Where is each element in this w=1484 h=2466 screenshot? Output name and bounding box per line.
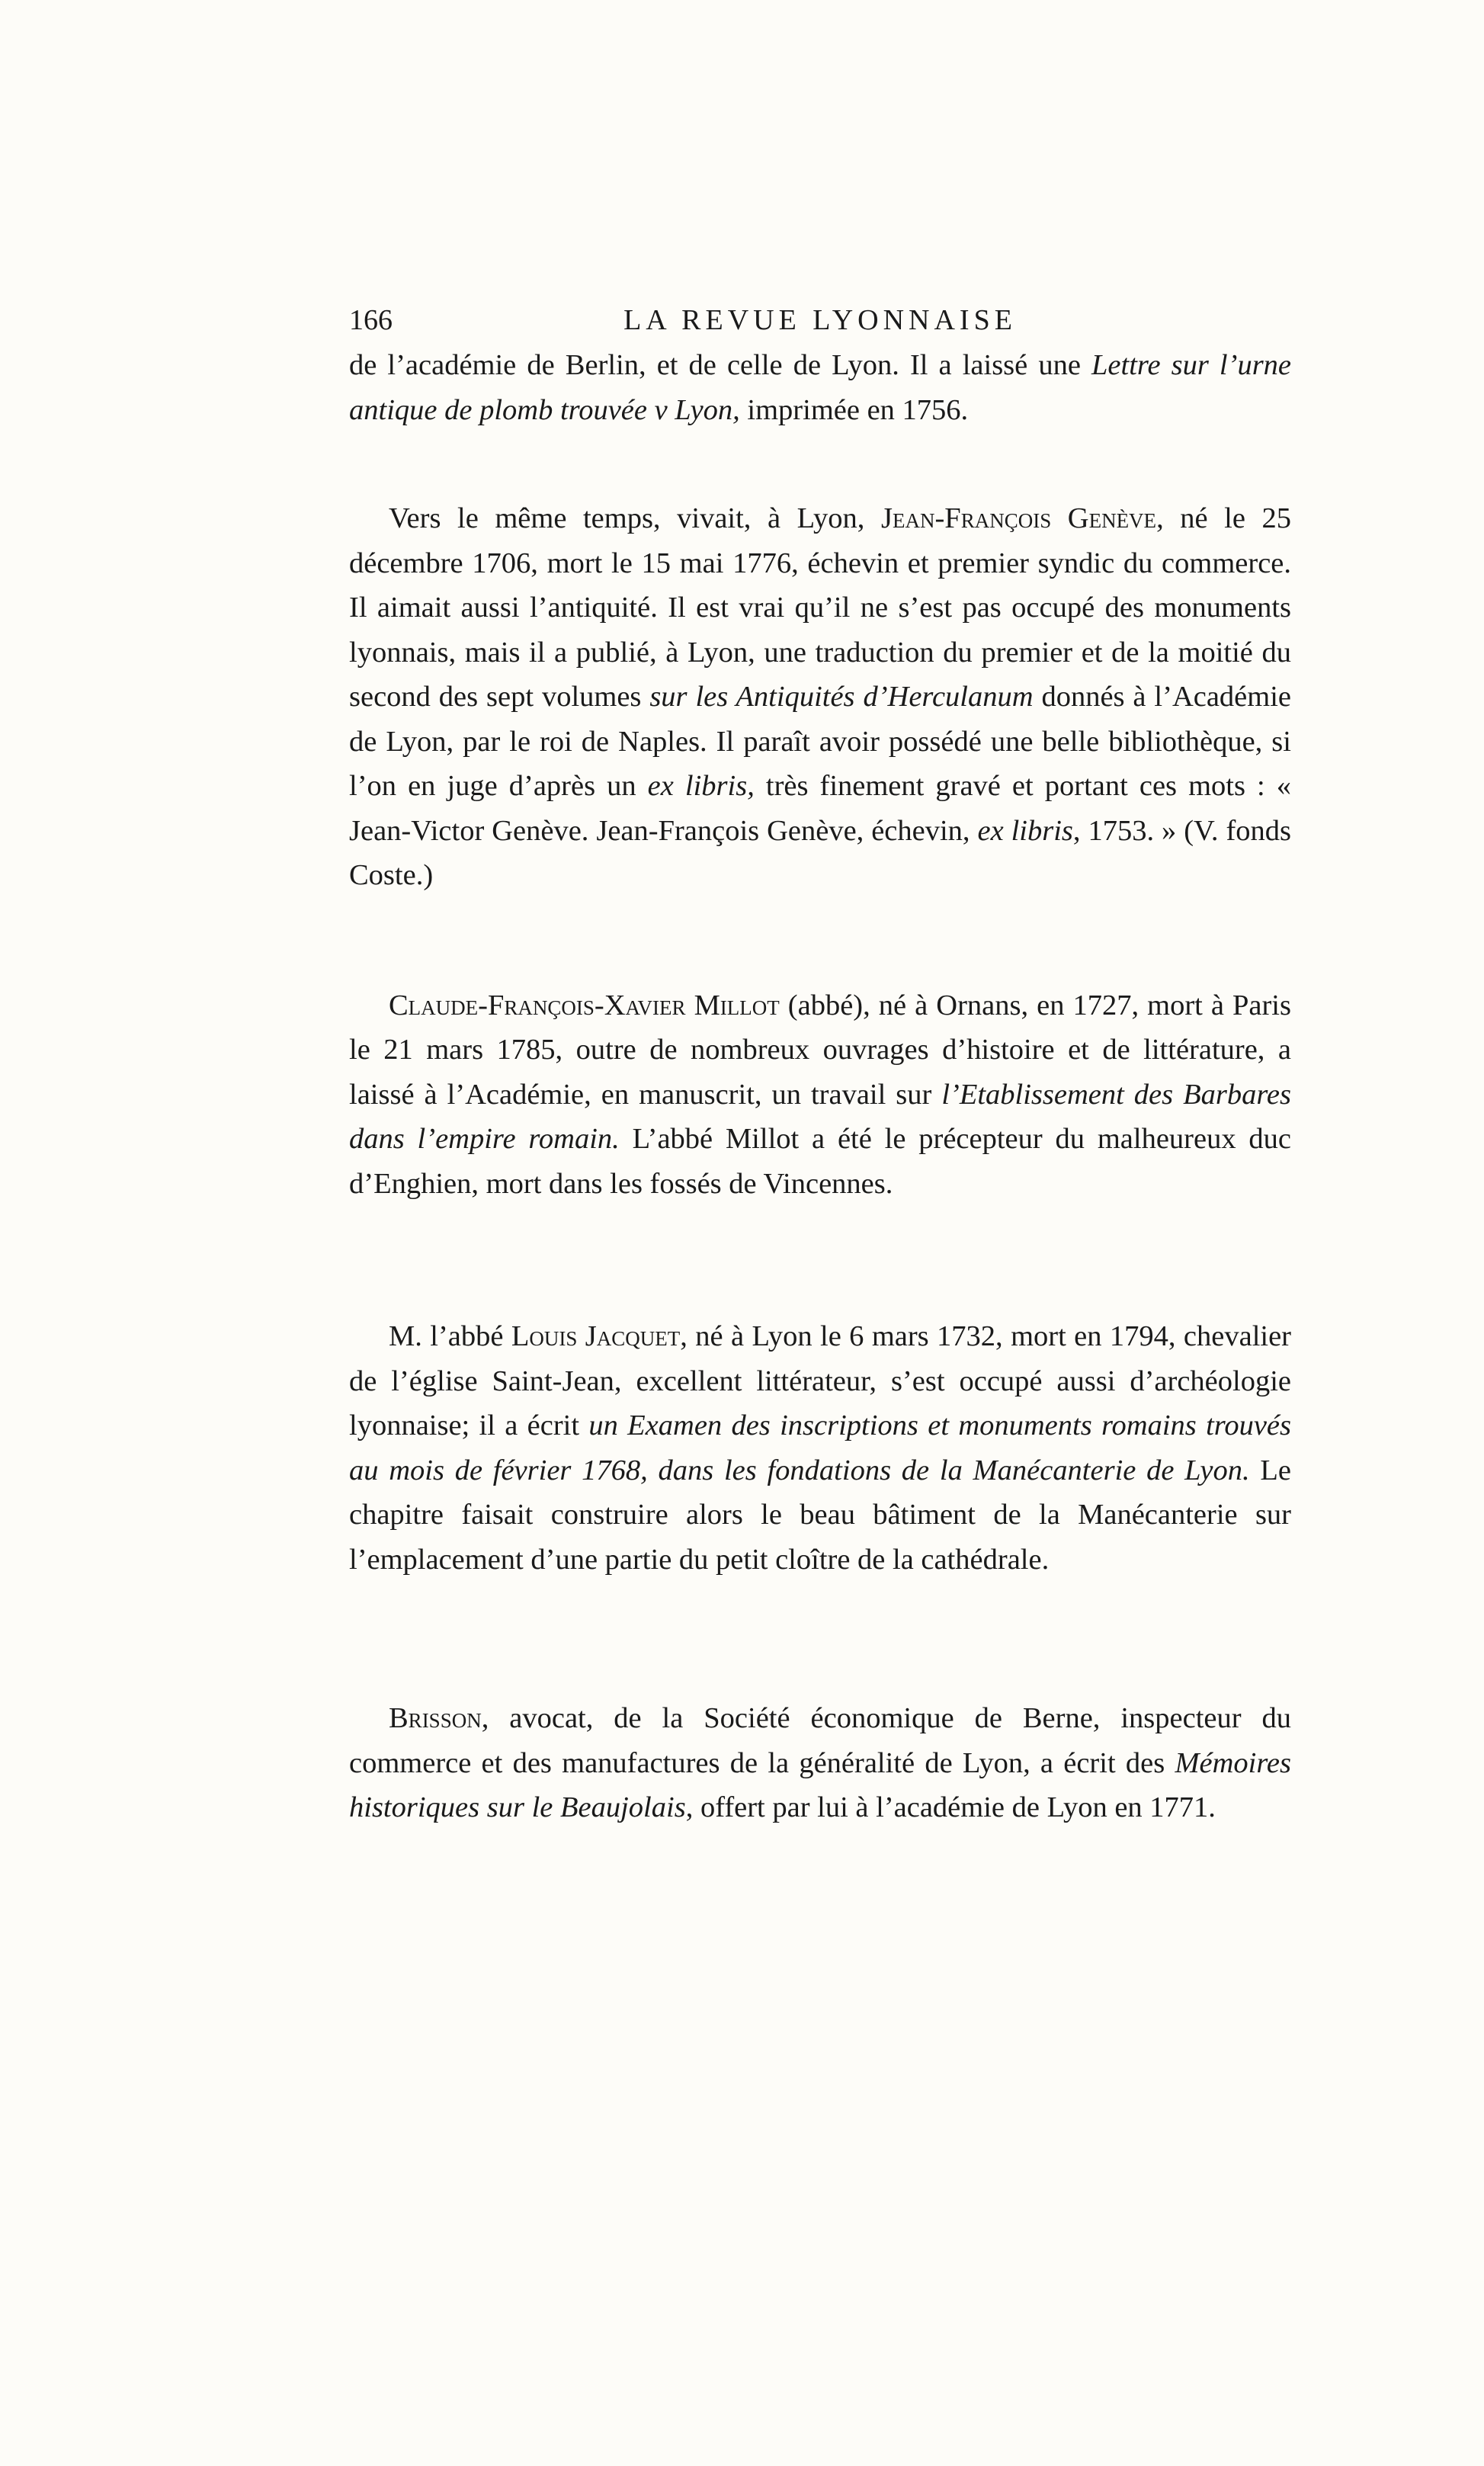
work-title: un Examen des inscriptions et monuments romains trouvés au mois de février 1768, dans les fondations de la Manécanterie de Lyon. — [349, 1409, 1292, 1486]
paragraph-brisson: Brisson, avocat, de la Société économique de Berne, inspecteur du commerce et des manufactures de la généralité de Lyon, a écrit des Mémoires historiques sur le Beaujolais, offert par lui à l’académie de Lyon en 1771. — [349, 1702, 1291, 1823]
paragraph-millot: Claude-François-Xavier Millot (abbé), né à Ornans, en 1727, mort à Paris le 21 mars 1785, outre de nombreux ouvrages d’histoire et de littérature, a laissé à l’Académie, en manuscrit, un travail sur l’Etablissement des Barbares dans l’empire romain. L’abbé Millot a été le précepteur du malheureux duc d’Enghien, mort dans les fossés de Vincennes. — [349, 989, 1291, 1200]
paragraph-academie-berlin: de l’académie de Berlin, et de celle de Lyon. Il a laissé une Lettre sur l’urne antique de plomb trouvée v Lyon, imprimée en 1756. — [349, 349, 1292, 426]
work-title: l’Etablissement des Barbares dans l’empire romain. — [349, 1078, 1291, 1155]
running-title: LA REVUE LYONNAISE — [623, 304, 1017, 336]
page-number: 166 — [349, 304, 393, 336]
paragraph-jean-francois-geneve: Vers le même temps, vivait, à Lyon, Jean-François Genève, né le 25 décembre 1706, mort le 15 mai 1776, échevin et premier syndic du commerce. Il aimait aussi l’antiquité. Il est vrai qu’il ne s’est pas occupé des monuments lyonnais, mais il a publié, à Lyon, une traduction du premier et de la moitié du second des sept volumes sur les Antiquités d’Herculanum donnés à l’Académie de Lyon, par le roi de Naples. Il paraît avoir possédé une belle bibliothèque, si l’on en juge d’après un ex libris, très finement gravé et portant ces mots : « Jean-Victor Genève. Jean-François Genève, échevin, ex libris, 1753. » (V. fonds Coste.) — [349, 502, 1292, 891]
person-name: Louis Jacquet — [511, 1320, 681, 1352]
person-name: Jean-François Genève — [880, 502, 1157, 534]
page — [349, 297, 1291, 1830]
person-name: Claude-François-Xavier Millot — [389, 989, 780, 1021]
work-title: sur les Antiquités d’Herculanum — [649, 681, 1034, 713]
running-head — [349, 297, 1291, 343]
work-title: Lettre sur l’urne antique de plomb trouvée v Lyon, — [349, 349, 1292, 426]
work-title: Mémoires historiques sur le Beaujolais — [349, 1746, 1291, 1823]
paragraph-louis-jacquet: M. l’abbé Louis Jacquet, né à Lyon le 6 mars 1732, mort en 1794, chevalier de l’église Saint-Jean, excellent littérateur, s’est occupé aussi d’archéologie lyonnaise; il a écrit un Examen des inscriptions et monuments romains trouvés au mois de février 1768, dans les fondations de la Manécanterie de Lyon. Le chapitre faisait construire alors le beau bâtiment de la Manécanterie sur l’emplacement d’une partie du petit cloître de la cathédrale. — [349, 1320, 1292, 1576]
person-name: Brisson — [389, 1702, 482, 1734]
